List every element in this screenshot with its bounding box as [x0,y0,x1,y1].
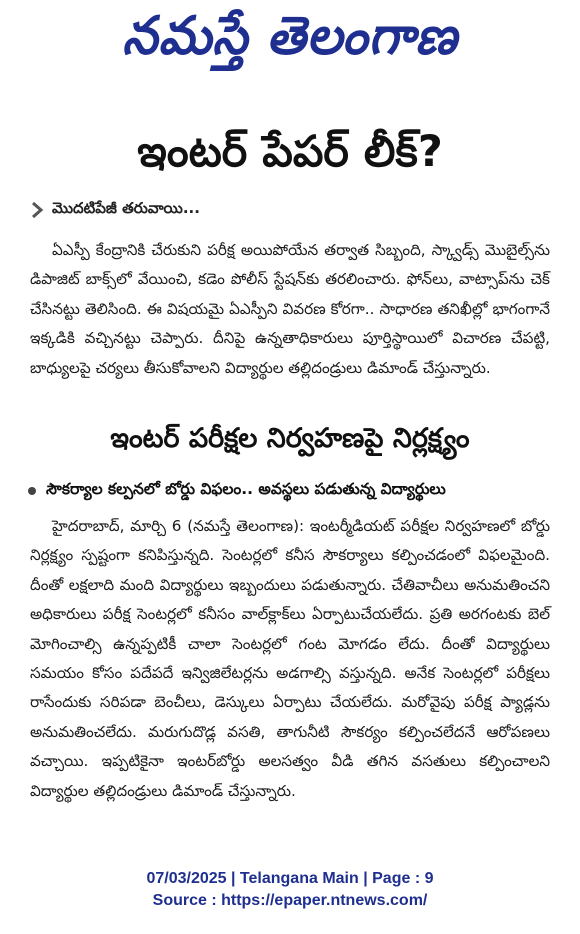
article-paragraph-2: హైదరాబాద్, మార్చి 6 (నమస్తే తెలంగాణ): ఇంటర్మీడియట్ పరీక్షల నిర్వహణలో బోర్డు నిర్లక్ష్యం స్పష్టంగా కనిపిస్తున్నది. సెంటర్లలో కనీస సౌకర్యాలు కల్పించడంలో విఫలమైంది. దీంతో లక్షలాది మంది విద్యార్థులు ఇబ్బందులు పడుతున్నారు. చేతివాచీలు అనుమతించని అధికారులు పరీక్ష సెంటర్లలో కనీసం వాల్‌క్లాక్‌లు ఏర్పాటుచేయలేదు. ప్రతి అరగంటకు బెల్ మోగించాల్సి ఉన్నప్పటికీ చాలా సెంటర్లలో గంట మోగడం లేదు. దీంతో విద్యార్థులు సమయం కోసం పదేపదే ఇన్విజిలేటర్లను అడగాల్సి వస్తున్నది. అనేక సెంటర్లలో పరీక్షలు రాసేందుకు సరిపడా బెంచీలు, డెస్కులు ఏర్పాటు చేయలేదు. మరోవైపు పరీక్ష ప్యాడ్లను అనుమతించలేదు. మరుగుదొడ్ల వసతి, తాగునీటి సౌకర్యం కల్పించలేదనే ఆరోపణలు వచ్చాయి. ఇప్పటికైనా ఇంటర్‌బోర్డు అలసత్వం వీడి తగిన వసతులు కల్పించాలని విద్యార్థుల తల్లిదండ్రులు డిమాండ్ చేస్తున్నారు. [30,517,550,800]
chevron-right-icon [30,202,44,218]
footer-edition-line: 07/03/2025 | Telangana Main | Page : 9 [146,870,434,887]
newspaper-logo: నమస్తే తెలంగాణ [122,4,458,66]
footer [0,868,580,912]
kicker [28,477,558,505]
footer-source-line: Source : https://epaper.ntnews.com/ [152,892,428,909]
article-paragraph-1: ఏఎస్పీ కేంద్రానికి చేరుకుని పరీక్ష అయిపోయేన తర్వాత సిబ్బంది, స్క్వాడ్స్ మొబైల్స్‌ను డిపాజిట్ బాక్స్‌లో వేయించి, కడెం పోలీస్ స్టేషన్‌కు తరలించారు. ఫోన్‌లు, వాట్సాప్‌ను చెక్ చేసినట్టు తెలిసింది. ఈ విషయమై ఏఎస్పీని వివరణ కోరగా.. సాధారణ తనిఖీల్లో భాగంగానే ఇక్కడికి వచ్చినట్టు చెప్పారు. దీనిపై ఉన్నతాధికారులు పూర్తిస్థాయిలో విచారణ చేపట్టి, బాధ్యులపై చర్యలు తీసుకోవాలని విద్యార్థుల తల్లిదండ్రులు డిమాండ్ చేస్తున్నారు. [30,241,550,377]
kicker-text: సౌకర్యాల కల్పనలో బోర్డు విఫలం.. అవస్థలు పడుతున్న విద్యార్థులు [46,480,446,498]
headline: ఇంటర్ పేపర్ లీక్? [137,127,443,177]
continued-label [30,198,200,222]
continued-text: మొదటిపేజీ తరువాయి... [52,199,200,217]
masthead [0,4,580,80]
bullet-icon [28,487,36,495]
subheadline: ఇంటర్ పరీక్షల నిర్వహణపై నిర్లక్ష్యం [110,423,470,454]
